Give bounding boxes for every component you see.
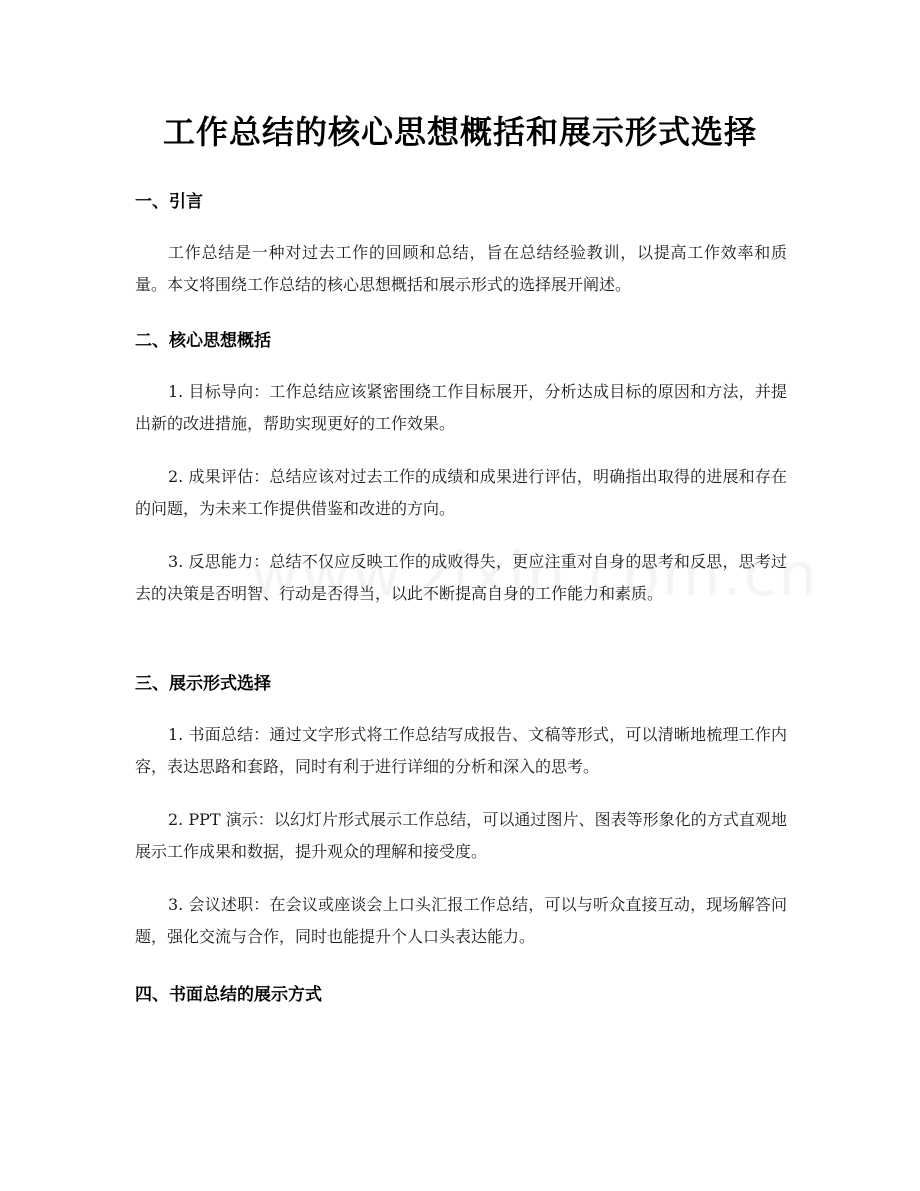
section-heading-intro: 一、引言 xyxy=(135,192,203,212)
paragraph: 3. 反思能力：总结不仅应反映工作的成败得失，更应注重对自身的思考和反思，思考过去的决策是否明智、行动是否得当，以此不断提高自身的工作能力和素质。 xyxy=(135,552,787,603)
section-heading-core-ideas: 二、核心思想概括 xyxy=(135,331,271,351)
section-heading-presentation-forms: 三、展示形式选择 xyxy=(135,674,271,694)
section-heading-written-summary: 四、书面总结的展示方式 xyxy=(135,985,322,1005)
paragraph: 1. 书面总结：通过文字形式将工作总结写成报告、文稿等形式，可以清晰地梳理工作内容，表达思路和套路，同时有利于进行详细的分析和深入的思考。 xyxy=(135,725,787,776)
paragraph: 3. 会议述职：在会议或座谈会上口头汇报工作总结，可以与听众直接互动，现场解答问题，强化交流与合作，同时也能提升个人口头表达能力。 xyxy=(135,895,787,946)
paragraph: 2. PPT 演示：以幻灯片形式展示工作总结，可以通过图片、图表等形象化的方式直观地展示工作成果和数据，提升观众的理解和接受度。 xyxy=(135,810,787,861)
paragraph: 工作总结是一种对过去工作的回顾和总结，旨在总结经验教训，以提高工作效率和质量。本文将围绕工作总结的核心思想概括和展示形式的选择展开阐述。 xyxy=(135,243,787,294)
paragraph: 2. 成果评估：总结应该对过去工作的成绩和成果进行评估，明确指出取得的进展和存在的问题，为未来工作提供借鉴和改进的方向。 xyxy=(135,467,787,518)
paragraph: 1. 目标导向：工作总结应该紧密围绕工作目标展开，分析达成目标的原因和方法，并提出新的改进措施，帮助实现更好的工作效果。 xyxy=(135,382,787,433)
document-title: 工作总结的核心思想概括和展示形式选择 xyxy=(162,113,757,151)
